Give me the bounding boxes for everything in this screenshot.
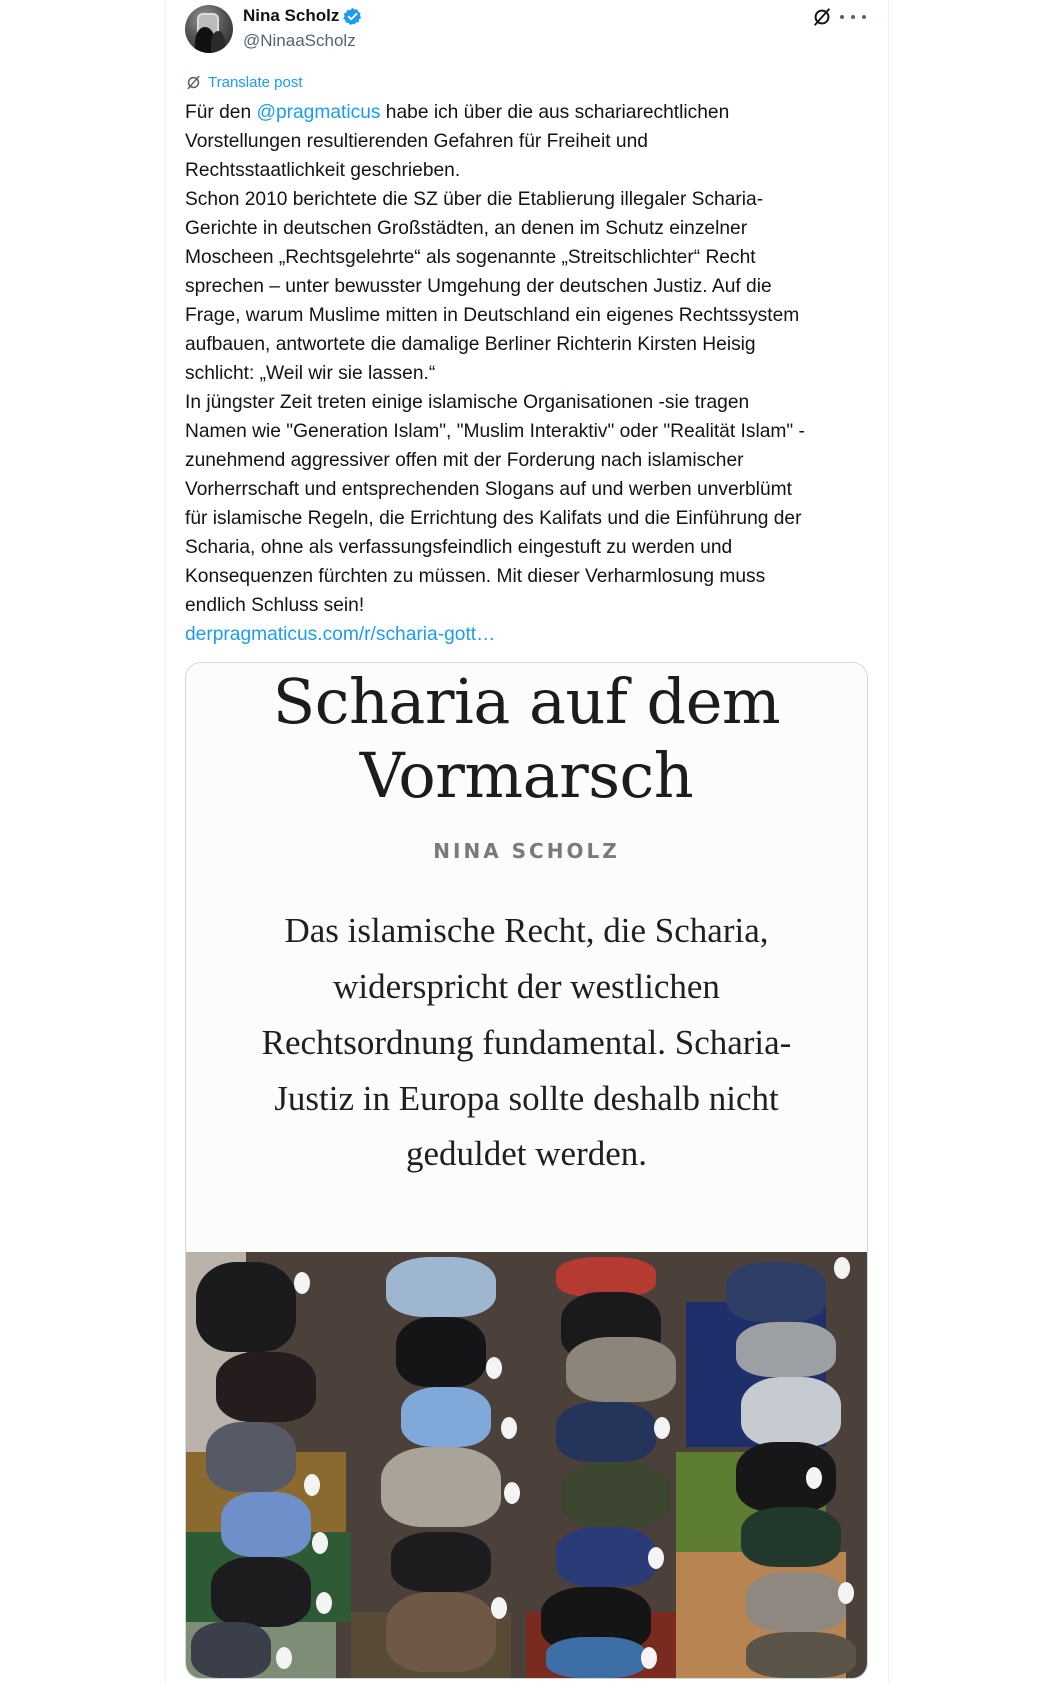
article-header-image — [186, 663, 867, 1252]
article-quote-line: Justiz in Europa sollte deshalb nicht — [274, 1079, 779, 1118]
prayer-cap — [641, 1647, 657, 1669]
post-text-line: In jüngster Zeit treten einige islamische Organisationen -sie tragen — [185, 392, 750, 413]
worshipper — [206, 1422, 296, 1492]
post-text — [185, 98, 865, 649]
worshipper — [561, 1462, 671, 1527]
worshipper — [566, 1337, 676, 1402]
worshipper — [401, 1387, 491, 1447]
prayer-cap — [316, 1592, 332, 1614]
post-text-line: Gerichte in deutschen Großstädten, an denen im Schutz einzelner — [185, 218, 748, 239]
worshipper — [736, 1322, 836, 1377]
more-dot — [862, 15, 866, 19]
article-byline: NINA SCHOLZ — [433, 839, 620, 863]
worshipper — [381, 1447, 501, 1527]
worshipper — [386, 1592, 496, 1672]
worshipper — [746, 1572, 846, 1632]
author-name[interactable]: Nina Scholz — [243, 6, 340, 25]
article-quote-line: Das islamische Recht, die Scharia, — [284, 911, 769, 950]
worshipper — [216, 1352, 316, 1422]
post-text-line: Vorstellungen resultierenden Gefahren für Freiheit und — [185, 131, 648, 152]
translate-icon — [185, 74, 202, 91]
article-title-line: Vormarsch — [359, 739, 694, 812]
worshipper — [556, 1402, 656, 1462]
prayer-cap — [304, 1474, 320, 1496]
worshipper — [546, 1637, 646, 1678]
prayer-cap — [486, 1357, 502, 1379]
grok-icon[interactable] — [811, 6, 833, 28]
post-text-line: für islamische Regeln, die Errichtung des Kalifats und die Einführung der — [185, 508, 802, 529]
verified-badge-icon — [343, 7, 362, 26]
worshipper — [556, 1527, 656, 1587]
worshipper — [386, 1257, 496, 1317]
author-name-row[interactable] — [243, 6, 362, 26]
post-text-line: Rechtsstaatlichkeit geschrieben. — [185, 160, 461, 181]
prayer-cap — [491, 1597, 507, 1619]
text-segment: habe ich über die aus schariarechtlichen — [380, 102, 730, 123]
prayer-cap — [294, 1272, 310, 1294]
worshipper — [196, 1262, 296, 1352]
post-text-line: Namen wie "Generation Islam", "Muslim Interaktiv" oder "Realität Islam" - — [185, 421, 805, 442]
worshipper — [191, 1622, 271, 1678]
article-link[interactable]: derpragmaticus.com/r/scharia-gott… — [185, 624, 496, 645]
media-card[interactable] — [185, 662, 868, 1679]
post-text-line: Scharia, ohne als verfassungsfeindlich eingestuft zu werden und — [185, 537, 733, 558]
more-options-button[interactable] — [840, 7, 866, 27]
post-text-line: schlicht: „Weil wir sie lassen.“ — [185, 363, 436, 384]
post-text-line: zunehmend aggressiver offen mit der Forderung nach islamischer — [185, 450, 744, 471]
prayer-cap — [834, 1257, 850, 1279]
worshipper — [741, 1377, 841, 1447]
worshipper — [396, 1317, 486, 1387]
post-text-line — [185, 98, 865, 127]
text-segment: Für den — [185, 102, 257, 123]
post-text-line: Vorherrschaft und entsprechenden Slogans auf und werben unverblümt — [185, 479, 792, 500]
post-text-line: endlich Schluss sein! — [185, 595, 365, 616]
author-handle[interactable]: @NinaaScholz — [243, 31, 356, 50]
worshipper — [746, 1632, 856, 1678]
article-title-line: Scharia auf dem — [272, 665, 781, 738]
prayer-cap — [648, 1547, 664, 1569]
prayer-cap — [654, 1417, 670, 1439]
prayer-cap — [806, 1467, 822, 1489]
post-text-line: Frage, warum Muslime mitten in Deutschland ein eigenes Rechtssystem — [185, 305, 800, 326]
article-quote-line: Rechtsordnung fundamental. Scharia- — [261, 1023, 792, 1062]
post-text-line: Konsequenzen fürchten zu müssen. Mit dieser Verharmlosung muss — [185, 566, 766, 587]
prayer-cap — [276, 1647, 292, 1669]
post-text-line: aufbauen, antwortete die damalige Berliner Richterin Kirsten Heisig — [185, 334, 756, 355]
post-text-line: Moscheen „Rechtsgelehrte“ als sogenannte „Streitschlichter“ Recht — [185, 247, 756, 268]
author-avatar[interactable] — [185, 5, 233, 53]
prayer-cap — [312, 1532, 328, 1554]
worshipper — [391, 1532, 491, 1592]
worshipper — [741, 1507, 841, 1567]
post-text-line: sprechen – unter bewusster Umgehung der deutschen Justiz. Auf die — [185, 276, 772, 297]
worshipper — [221, 1492, 311, 1557]
worshipper — [211, 1557, 311, 1627]
translate-post-label: Translate post — [208, 74, 303, 91]
translate-post-button[interactable] — [185, 74, 303, 91]
post-text-line: Schon 2010 berichtete die SZ über die Etablierung illegaler Scharia- — [185, 189, 764, 210]
prayer-cap — [838, 1582, 854, 1604]
avatar-silhouette — [211, 31, 225, 53]
mention-link[interactable]: @pragmaticus — [256, 102, 381, 123]
worshipper — [726, 1262, 826, 1322]
more-dot — [851, 15, 855, 19]
worshipper — [556, 1257, 656, 1297]
prayer-cap — [504, 1482, 520, 1504]
prayer-photo — [186, 1252, 867, 1678]
article-quote-line: widerspricht der westlichen — [333, 967, 720, 1006]
prayer-cap — [501, 1417, 517, 1439]
more-dot — [840, 15, 844, 19]
article-quote-line: geduldet werden. — [405, 1134, 648, 1173]
